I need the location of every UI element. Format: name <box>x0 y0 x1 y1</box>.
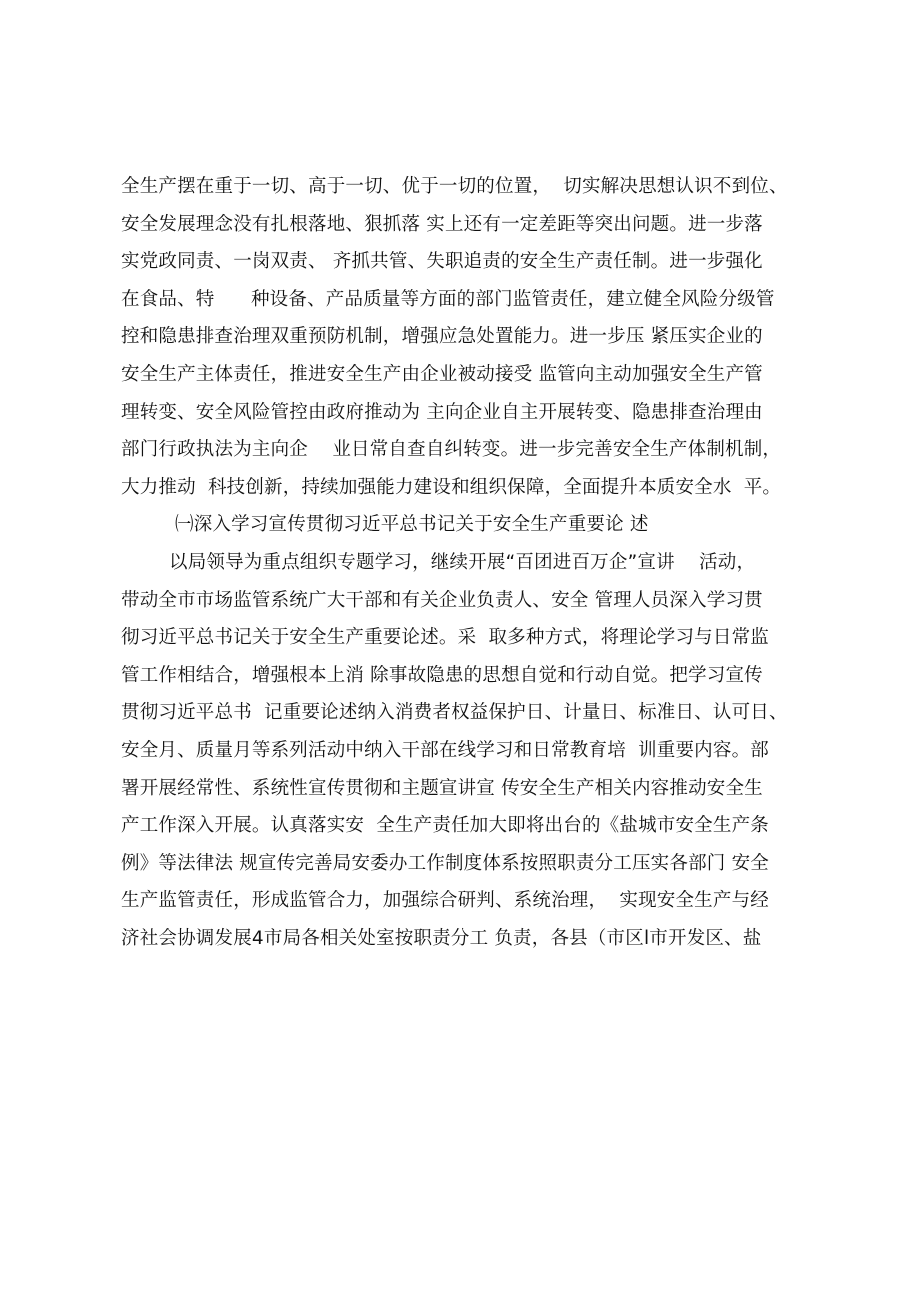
paragraph-2 <box>121 544 821 958</box>
paragraph-line: 彻习近平总书记关于安全生产重要论述。采 取多种方式，将理论学习与日常监 <box>121 627 769 649</box>
paragraph-line: 大力推动 科技创新，持续加强能力建设和组织保障，全面提升本质安全水 平。 <box>121 476 782 498</box>
paragraph-line: 产工作深入开展。认真落实安 全生产责任加大即将出台的《盐城市安全生产条 <box>121 815 769 837</box>
paragraph-line: 实党政同责、一岗双责、 齐抓共管、失职追责的安全生产责任制。进一步强化 <box>121 251 763 273</box>
paragraph-line: 管工作相结合，增强根本上消 除事故隐患的思想自觉和行动自觉。把学习宣传 <box>121 664 763 686</box>
paragraph-1 <box>121 168 821 506</box>
paragraph-line: 署开展经常性、系统性宣传贯彻和主题宣讲宣 传安全生产相关内容推动安全生 <box>121 777 763 799</box>
paragraph-line: 控和隐患排查治理双重预防机制，增强应急处置能力。进一步压 紧压实企业的 <box>121 326 763 348</box>
paragraph-line: 生产监管责任，形成监管合力，加强综合研判、系统治理， 实现安全生产与经 <box>121 890 769 912</box>
paragraph-line: 全生产摆在重于一切、高于一切、优于一切的位置， 切实解决思想认识不到位、 <box>121 176 788 197</box>
paragraph-line: 理转变、安全风险管控由政府推动为 主向企业自主开展转变、隐患排查治理由 <box>121 401 763 423</box>
paragraph-line: 安全月、质量月等系列活动中纳入干部在线学习和日常教育培 训重要内容。部 <box>121 739 769 761</box>
paragraph-line: 济社会协调发展4市局各相关处室按职责分工 负责，各县（市区l市开发区、盐 <box>121 927 762 949</box>
paragraph-line: 在食品、特 种设备、产品质量等方面的部门监管责任，建立健全风险分级管 <box>121 288 775 310</box>
paragraph-line: 安全生产主体责任，推进安全生产由企业被动接受 监管向主动加强安全生产管 <box>121 363 763 385</box>
paragraph-line: 以局领导为重点组织专题学习，继续开展“百团进百万企”宣讲 活动， <box>169 551 756 573</box>
document-body <box>121 168 821 957</box>
paragraph-line: 部门行政执法为主向企 业日常自查自纠转变。进一步完善安全生产体制机制， <box>121 439 782 461</box>
paragraph-line: 例》等法律法 规宣传完善局安委办工作制度体系按照职责分工压实各部门 安全 <box>121 852 769 874</box>
paragraph-line: 贯彻习近平总书 记重要论述纳入消费者权益保护日、计量日、标准日、认可日、 <box>121 702 788 724</box>
section-heading: ㈠深入学习宣传贯彻习近平总书记关于安全生产重要论 述 <box>175 514 649 536</box>
paragraph-line: 安全发展理念没有扎根落地、狠抓落 实上还有一定差距等突出问题。进一步落 <box>121 213 763 235</box>
paragraph-line: 带动全市市场监管系统广大干部和有关企业负责人、安全 管理人员深入学习贯 <box>121 589 763 611</box>
